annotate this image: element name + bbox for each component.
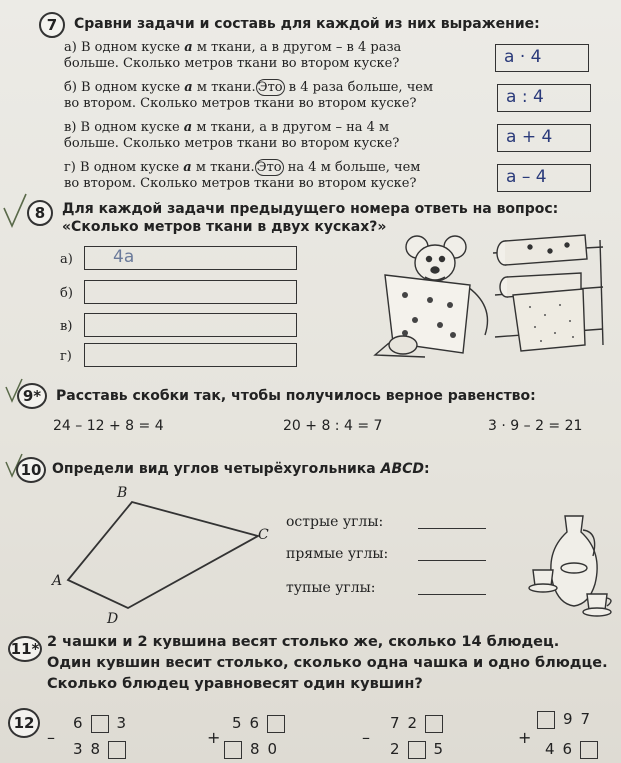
- task-11-line2: Один кувшин весит столько, сколько одна чашка и одно блюдце.: [47, 655, 608, 671]
- digit-box[interactable]: [537, 711, 555, 729]
- digit-box[interactable]: [108, 741, 126, 759]
- task-8a-label: а): [60, 252, 73, 267]
- task-7d-circled-word: Это: [256, 160, 282, 175]
- right-angles-answer-line[interactable]: [418, 560, 486, 561]
- checkmark-icon: [0, 190, 30, 235]
- task-12-problem-4-bottom: 4 6: [545, 740, 606, 759]
- task-12-problem-3-bottom: 2 5: [390, 740, 444, 758]
- mouse-with-fabric-illustration: [345, 225, 615, 370]
- task-9-equation-2: 20 + 8 : 4 = 7: [283, 418, 383, 434]
- task-8b-answer-box[interactable]: [84, 280, 297, 304]
- task-12-problem-1-bottom: 3 8: [73, 740, 134, 759]
- vertex-b-label: B: [117, 485, 128, 501]
- jug-and-cups-illustration: [525, 508, 617, 626]
- task-8-title-line2: «Сколько метров ткани в двух кусках?»: [62, 219, 387, 235]
- task-7d-line2: во втором. Сколько метров ткани во втором куске?: [64, 176, 417, 191]
- task-8c-answer-box[interactable]: [84, 313, 297, 337]
- quadrilateral-shape: [68, 502, 258, 608]
- task-9-title: Расставь скобки так, чтобы получилось верное равенство:: [56, 388, 536, 404]
- quadrilateral-abcd-diagram: [40, 480, 280, 625]
- task-12-problem-2-bottom: 8 0: [224, 740, 285, 759]
- task-8a-answer: 4a: [113, 247, 135, 267]
- task-7a-answer-box[interactable]: [495, 44, 589, 72]
- task-9-number: 9*: [17, 383, 47, 409]
- task-7b-answer: a : 4: [506, 87, 544, 107]
- task-7-title: Сравни задачи и составь для каждой из них выражение:: [74, 16, 540, 32]
- task-7c-line1: в) В одном куске a м ткани, а в другом – на 4 м: [64, 120, 390, 135]
- task-9-equation-1: 24 – 12 + 8 = 4: [53, 418, 164, 434]
- task-10-number: 10: [16, 457, 46, 483]
- task-7c-answer-box[interactable]: [497, 124, 591, 152]
- vertex-a-label: A: [52, 573, 63, 589]
- digit-box[interactable]: [91, 715, 109, 733]
- task-7d-answer-box[interactable]: [497, 164, 591, 192]
- digit-box[interactable]: [425, 715, 443, 733]
- vertex-c-label: C: [258, 527, 269, 543]
- vertex-d-label: D: [107, 611, 119, 627]
- task-12-problem-3-operator: –: [362, 728, 370, 747]
- task-12-problem-2-top: 5 6: [232, 714, 293, 733]
- task-8-title-line1: Для каждой задачи предыдущего номера ответь на вопрос:: [62, 201, 559, 217]
- task-12-number: 12: [8, 708, 40, 738]
- obtuse-angles-label: тупые углы:: [286, 580, 376, 596]
- task-10-title: Определи вид углов четырёхугольника ABCD:: [52, 461, 430, 477]
- task-8d-answer-box[interactable]: [84, 343, 297, 367]
- task-12-problem-4-top: 9 7: [537, 710, 598, 729]
- task-7b-line1: б) В одном куске a м ткани. Это в 4 раза больше, чем: [64, 80, 434, 95]
- task-11-line1: 2 чашки и 2 кувшина весят столько же, сколько 14 блюдец.: [47, 634, 560, 650]
- task-12-problem-1-top: 6 3: [73, 714, 127, 732]
- task-7b-answer-box[interactable]: [497, 84, 591, 112]
- task-7a-answer: a · 4: [504, 47, 542, 67]
- right-angles-label: прямые углы:: [286, 546, 389, 562]
- task-9-equation-3: 3 · 9 – 2 = 21: [488, 418, 583, 434]
- task-8a-answer-box[interactable]: [84, 246, 297, 270]
- task-7c-answer: a + 4: [506, 127, 553, 147]
- task-8b-label: б): [60, 286, 73, 301]
- task-7c-line2: больше. Сколько метров ткани во втором куске?: [64, 136, 400, 151]
- task-11-line3: Сколько блюдец уравновесят один кувшин?: [47, 676, 423, 692]
- digit-box[interactable]: [408, 741, 426, 759]
- task-12-problem-1-operator: –: [47, 728, 55, 747]
- task-8c-label: в): [60, 319, 73, 334]
- task-7a-line2: больше. Сколько метров ткани во втором куске?: [64, 56, 400, 71]
- task-7d-answer: a – 4: [506, 167, 547, 187]
- digit-box[interactable]: [224, 741, 242, 759]
- task-11-number: 11*: [8, 636, 42, 662]
- task-12-problem-3-top: 7 2: [390, 714, 451, 733]
- acute-angles-label: острые углы:: [286, 514, 384, 530]
- task-7-number: 7: [39, 12, 65, 38]
- task-7d-line1: г) В одном куске a м ткани. Это на 4 м больше, чем: [64, 160, 421, 175]
- obtuse-angles-answer-line[interactable]: [418, 594, 486, 595]
- digit-box[interactable]: [267, 715, 285, 733]
- task-12-problem-2-operator: +: [207, 728, 221, 747]
- task-7a-line1: а) В одном куске a м ткани, а в другом – в 4 раза: [64, 40, 402, 55]
- digit-box[interactable]: [580, 741, 598, 759]
- task-7b-circled-word: Это: [257, 80, 283, 95]
- task-12-problem-4-operator: +: [518, 728, 532, 747]
- task-8d-label: г): [60, 349, 72, 364]
- task-7b-line2: во втором. Сколько метров ткани во втором куске?: [64, 96, 417, 111]
- task-8-number: 8: [27, 200, 53, 226]
- acute-angles-answer-line[interactable]: [418, 528, 486, 529]
